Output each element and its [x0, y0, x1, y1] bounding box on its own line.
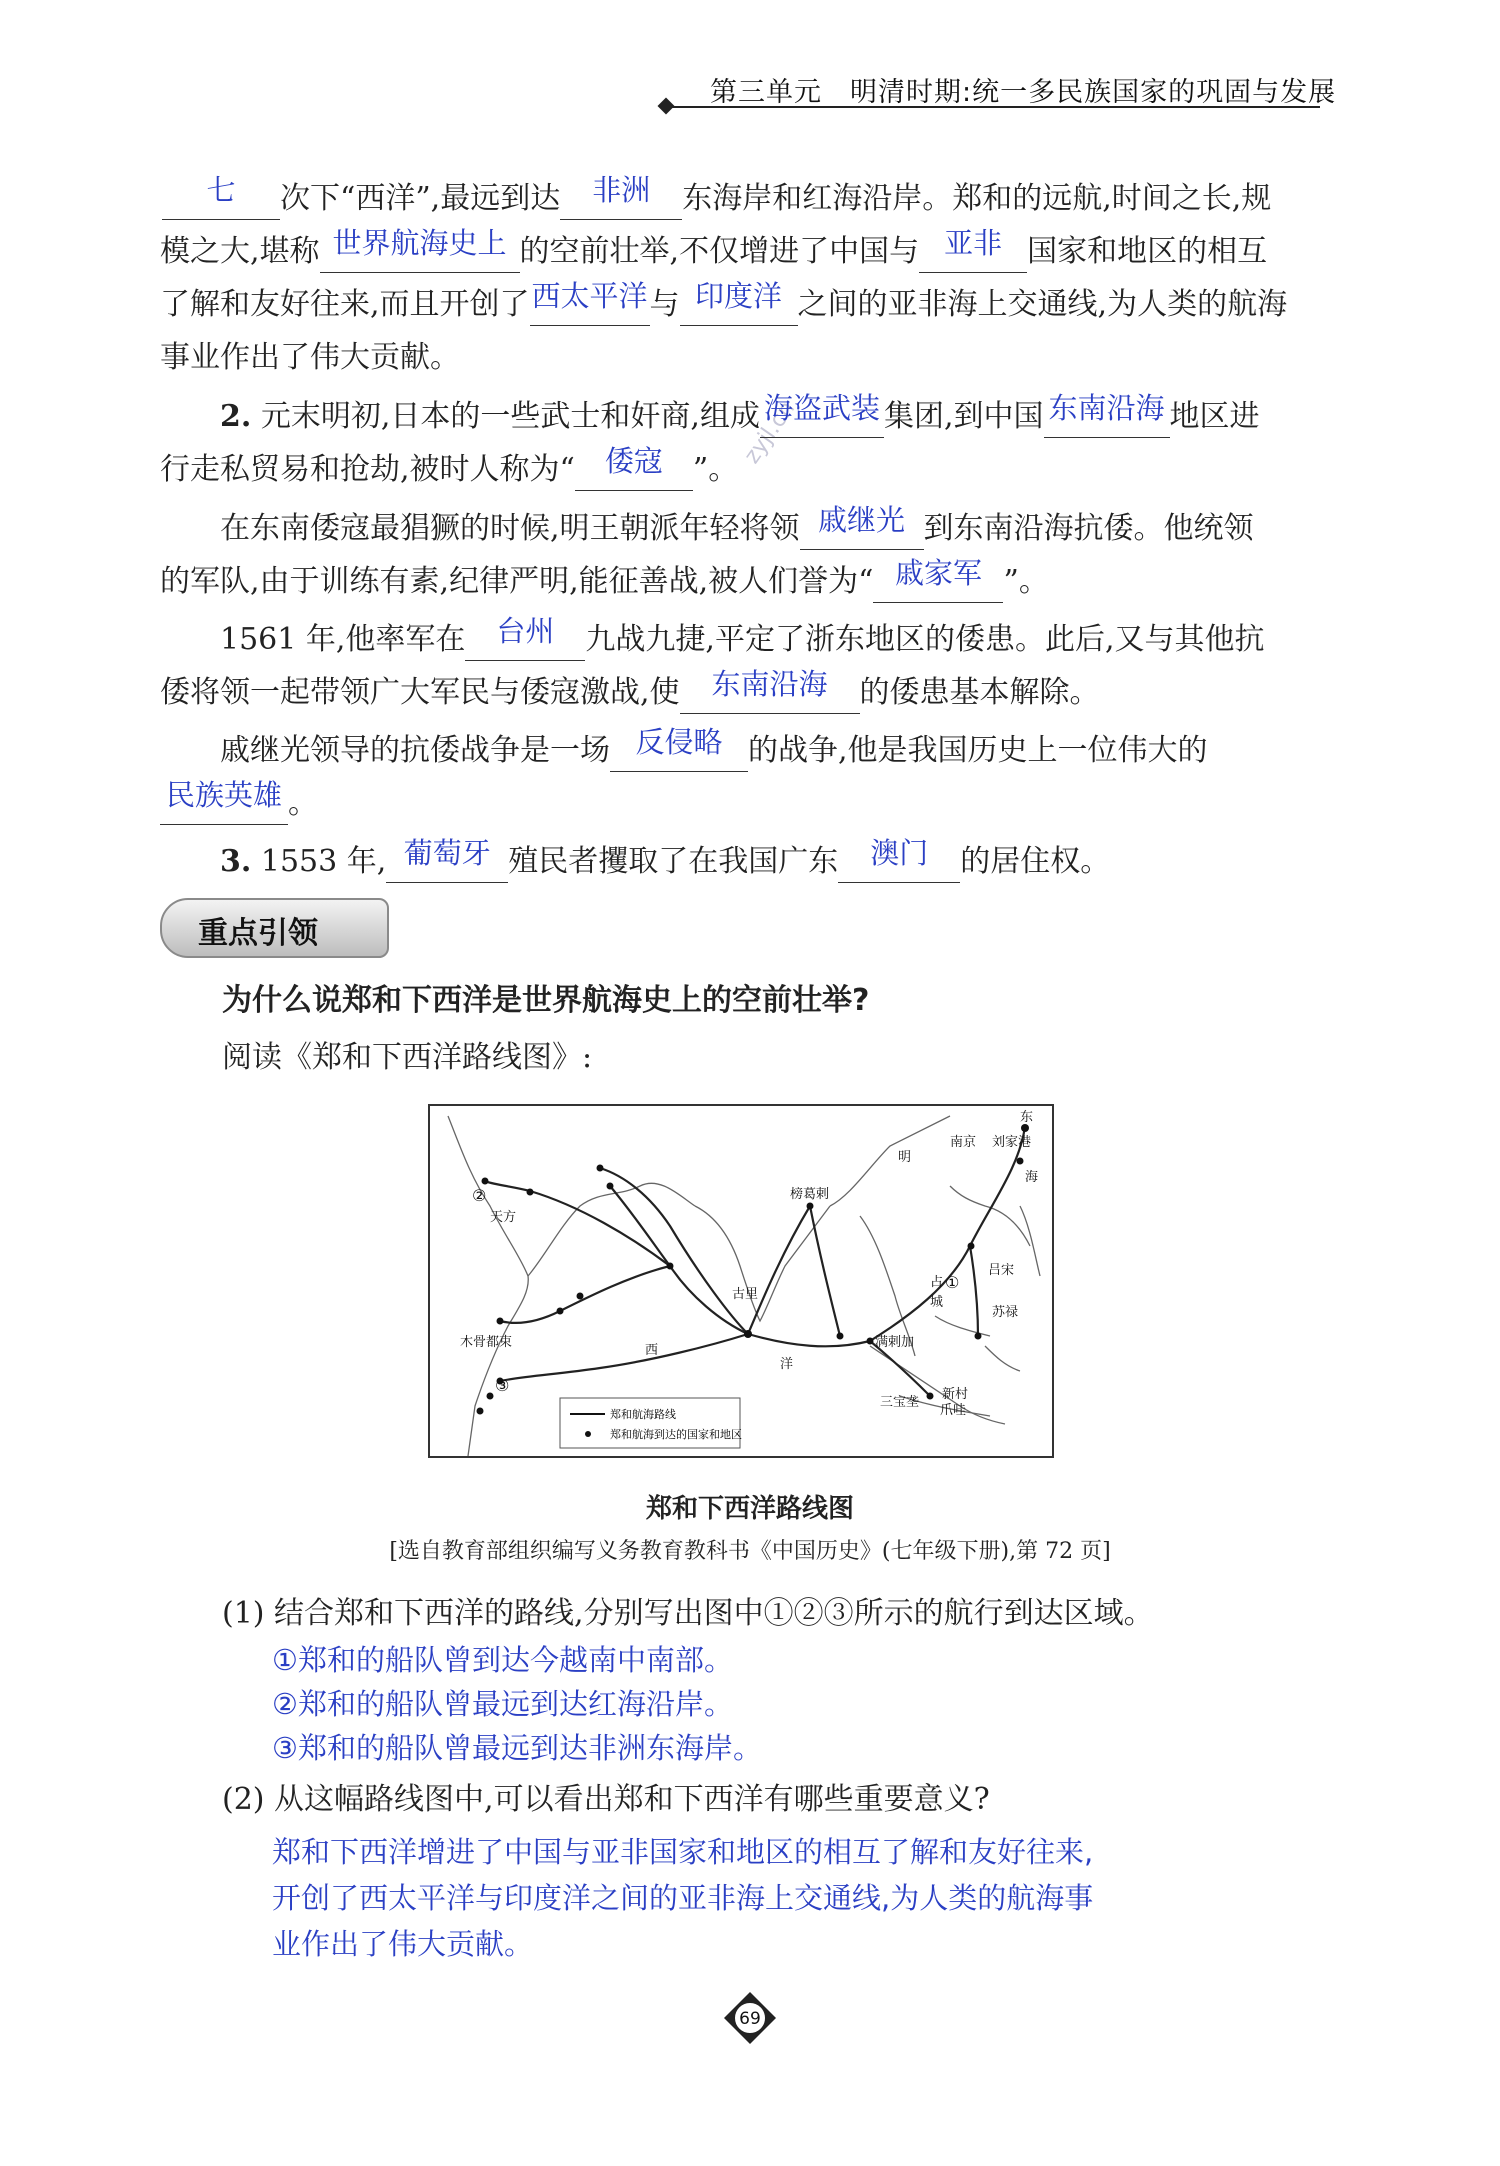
- text: 的居住权。: [960, 844, 1111, 879]
- text: 国家和地区的相互: [1027, 234, 1268, 269]
- text: 九战九捷,平定了浙东地区的倭患。此后,又与其他抗: [585, 622, 1265, 657]
- label-mugudushu: 木骨都束: [460, 1335, 513, 1350]
- blank: [610, 725, 748, 772]
- legend-dot-label: 郑和航海到达的国家和地区: [610, 1428, 742, 1441]
- label-tianfang: 天方: [490, 1210, 517, 1225]
- paragraph-1-line-2: [160, 225, 1325, 278]
- answer: 非洲: [592, 173, 651, 207]
- blank: [800, 503, 924, 550]
- unit-title: 第三单元 明清时期:统一多民族国家的巩固与发展: [710, 77, 1337, 108]
- page-number: 69: [739, 2009, 761, 2029]
- answer: 东南沿海: [711, 667, 828, 701]
- text: 。: [288, 786, 318, 821]
- label-dong: 东: [1020, 1110, 1034, 1125]
- page-number-badge: [722, 1990, 778, 2046]
- subquestion-2: (2) 从这幅路线图中,可以看出郑和下西洋有哪些重要意义?: [222, 1782, 990, 1817]
- text: 与: [649, 287, 680, 322]
- answer-1-3: ③郑和的船队曾最远到达非洲东海岸。: [272, 1731, 762, 1765]
- text: 行走私贸易和抢劫,被时人称为“: [160, 452, 575, 487]
- paragraph-1-line-3: [160, 278, 1325, 331]
- blank: [465, 614, 585, 661]
- paragraph-3-line-2: [160, 555, 1325, 608]
- blank: [1044, 391, 1170, 438]
- marker-2: ②: [472, 1186, 487, 1205]
- answer-2-3: 业作出了伟大贡献。: [272, 1927, 534, 1961]
- paragraph-5-line-2: [160, 777, 1325, 830]
- answer: 澳门: [870, 836, 929, 870]
- question-number: 2.: [220, 399, 252, 434]
- answer-1-1: ①郑和的船队曾到达今越南中南部。: [272, 1643, 733, 1677]
- label-xi: 西: [645, 1343, 659, 1358]
- blank: [680, 667, 860, 714]
- paragraph-2-line-2: [160, 443, 1325, 496]
- text: 之间的亚非海上交通线,为人类的航海: [797, 287, 1288, 322]
- label-sulu: 苏禄: [992, 1305, 1019, 1320]
- paragraph-4-line-2: [160, 666, 1325, 719]
- answer: 世界航海史上: [332, 226, 507, 260]
- label-zhuawa: 爪哇: [940, 1403, 967, 1418]
- legend-route: 郑和航海路线: [610, 1408, 676, 1421]
- paragraph-3-line-1: [160, 502, 1325, 555]
- map-legend: [560, 1398, 742, 1448]
- blank: [575, 444, 693, 491]
- text: 次下“西洋”,最远到达: [280, 181, 561, 216]
- label-sanbaolong: 三宝垄: [880, 1395, 920, 1410]
- text: 的空前壮举,不仅增进了中国与: [519, 234, 920, 269]
- paragraph-2-line-1: [160, 390, 1325, 443]
- text: 地区进: [1169, 399, 1260, 434]
- label-zhancheng: 占: [930, 1275, 944, 1290]
- text: 在东南倭寇最猖獗的时候,明王朝派年轻将领: [220, 511, 800, 546]
- text: 1553 年,: [260, 844, 387, 879]
- label-nanjing: 南京: [950, 1135, 977, 1150]
- text: 殖民者攫取了在我国广东: [508, 844, 839, 879]
- answer: 民族英雄: [165, 778, 282, 812]
- text: 集团,到中国: [883, 399, 1044, 434]
- label-zhancheng-2: 城: [930, 1295, 944, 1310]
- answer: 戚家军: [894, 556, 982, 590]
- blank: [162, 173, 280, 220]
- blank: [560, 173, 682, 220]
- answer-2-1: 郑和下西洋增进了中国与亚非国家和地区的相互了解和友好往来,: [272, 1835, 1094, 1869]
- label-ming: 明: [898, 1150, 912, 1165]
- text: 元末明初,日本的一些武士和奸商,组成: [260, 399, 760, 434]
- answer: 印度洋: [695, 279, 783, 313]
- zheng-he-route-map: [428, 1104, 1054, 1458]
- question-number: 3.: [220, 844, 252, 879]
- answer: 戚继光: [818, 503, 906, 537]
- answer: 海盗武装: [763, 391, 880, 425]
- map-caption: 郑和下西洋路线图: [645, 1494, 854, 1524]
- answer: 葡萄牙: [403, 836, 491, 870]
- label-liujiagang: 刘家港: [992, 1135, 1032, 1150]
- answer: 七: [206, 173, 236, 207]
- legend-dot: [585, 1431, 591, 1437]
- blank: [838, 836, 960, 883]
- read-instruction: 阅读《郑和下西洋路线图》:: [222, 1040, 593, 1075]
- label-yang: 洋: [780, 1357, 794, 1372]
- answer: 亚非: [944, 226, 1003, 260]
- paragraph-5-line-1: [160, 724, 1325, 777]
- blank: [873, 556, 1003, 603]
- section-tag: [160, 898, 389, 958]
- blank: [760, 391, 884, 438]
- answer: 东南沿海: [1048, 391, 1165, 425]
- label-banggela: 榜葛剌: [790, 1187, 830, 1202]
- label-manlajia: 满剌加: [875, 1335, 915, 1350]
- text: 东海岸和红海沿岸。郑和的远航,时间之长,规: [682, 181, 1272, 216]
- text: 戚继光领导的抗倭战争是一场: [220, 733, 610, 768]
- paragraph-6-line-1: [160, 835, 1325, 888]
- text: 模之大,堪称: [160, 234, 320, 269]
- answer: 西太平洋: [531, 279, 648, 313]
- paragraph-1-line-1: [160, 172, 1325, 225]
- answer: 倭寇: [604, 444, 663, 478]
- label-guli: 古里: [732, 1287, 759, 1302]
- text: 到东南沿海抗倭。他统领: [923, 511, 1254, 546]
- text: 的倭患基本解除。: [859, 675, 1100, 710]
- marker-1: ①: [945, 1273, 960, 1292]
- blank: [530, 279, 650, 326]
- paragraph-4-line-1: [160, 613, 1325, 666]
- marker-3: ③: [495, 1376, 510, 1395]
- blank: [386, 836, 508, 883]
- answer: 反侵略: [635, 725, 723, 759]
- text: 的战争,他是我国历史上一位伟大的: [748, 733, 1208, 768]
- section-title: 重点引领: [198, 916, 318, 951]
- text: 的军队,由于训练有素,纪律严明,能征善战,被人们誉为“: [160, 564, 874, 599]
- label-xincun: 新村: [942, 1387, 969, 1402]
- answer-2-2: 开创了西太平洋与印度洋之间的亚非海上交通线,为人类的航海事: [272, 1881, 1094, 1915]
- answer-1-2: ②郑和的船队曾最远到达红海沿岸。: [272, 1687, 733, 1721]
- text: 倭将领一起带领广大军民与倭寇激战,使: [160, 675, 680, 710]
- guiding-question: 为什么说郑和下西洋是世界航海史上的空前壮举?: [222, 983, 870, 1018]
- page-header: [0, 0, 1500, 110]
- label-hai: 海: [1025, 1170, 1039, 1185]
- text: ”。: [1003, 564, 1049, 599]
- blank: [160, 778, 288, 825]
- text: 事业作出了伟大贡献。: [160, 340, 460, 375]
- map-source: [选自教育部组织编写义务教育教科书《中国历史》(七年级下册),第 72 页]: [389, 1539, 1111, 1564]
- text: ”。: [692, 452, 739, 487]
- paragraph-1-line-4: [160, 331, 1325, 384]
- subquestion-1: (1) 结合郑和下西洋的路线,分别写出图中①②③所示的航行到达区域。: [222, 1596, 1154, 1631]
- text: 了解和友好往来,而且开创了: [160, 287, 530, 322]
- blank: [919, 226, 1027, 273]
- text: 1561 年,他率军在: [220, 622, 466, 657]
- answer: 台州: [496, 614, 555, 648]
- watermark: zyjl.cn: [739, 396, 801, 469]
- blank: [320, 226, 520, 273]
- label-lusong: 吕宋: [988, 1263, 1015, 1278]
- blank: [680, 279, 798, 326]
